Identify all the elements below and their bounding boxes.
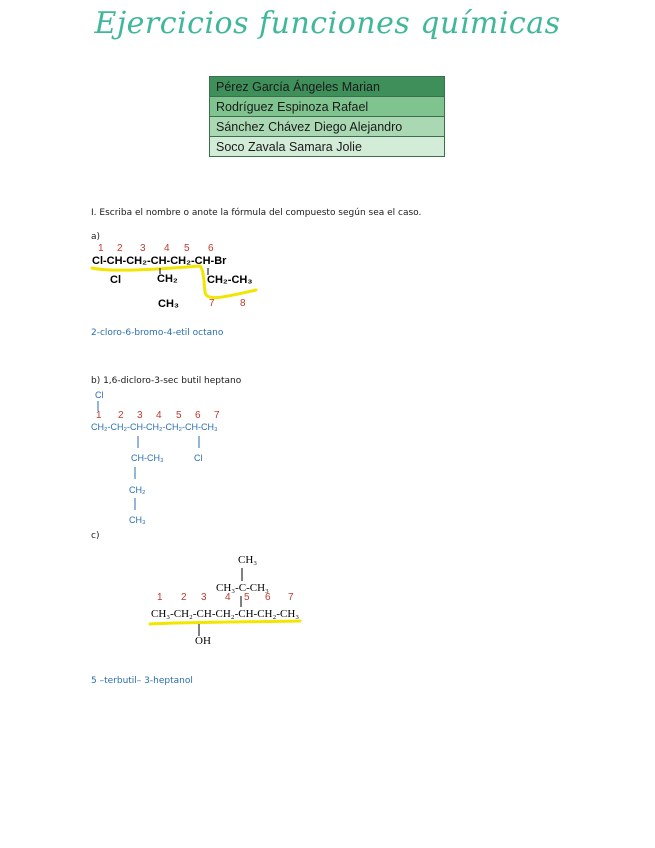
b-cl-top: Cl — [95, 390, 104, 400]
team-member: Pérez García Ángeles Marian — [210, 77, 445, 97]
a-label: a) — [91, 232, 101, 242]
a-number: 5 — [184, 243, 190, 254]
b-cl-side: Cl — [194, 453, 203, 463]
a-answer: 2-cloro-6-bromo-4-etil octano — [91, 328, 224, 338]
a-number: 3 — [140, 243, 146, 254]
team-member: Sánchez Chávez Diego Alejandro — [210, 117, 445, 137]
c-tertbutyl-center: CH₃-C-CH₃ — [216, 582, 269, 594]
instruction: I. Escriba el nombre o anote la fórmula del compuesto según sea el caso. — [91, 208, 422, 218]
c-number: 7 — [288, 592, 294, 603]
b-ch-branch: CH-CH₃ — [131, 453, 164, 463]
c-highlight-stroke — [150, 621, 300, 624]
team-member: Soco Zavala Samara Jolie — [210, 137, 445, 157]
team-member: Rodríguez Espinoza Rafael — [210, 97, 445, 117]
c-answer: 5 –terbutil– 3-heptanol — [91, 676, 193, 686]
c-number: 3 — [201, 592, 207, 603]
b-ch3-branch: CH₃ — [129, 515, 146, 525]
b-number: 1 — [96, 410, 102, 421]
c-number: 4 — [225, 592, 231, 603]
a-number: 2 — [117, 243, 123, 254]
b-number: 5 — [176, 410, 182, 421]
b-label: b) 1,6-dicloro-3-sec butil heptano — [91, 376, 242, 386]
a-highlight-stroke — [92, 266, 256, 298]
a-number: 8 — [240, 298, 246, 309]
c-top-ch3: CH₃ — [238, 554, 258, 566]
a-ethyl-branch: CH₂-CH₃ — [207, 274, 253, 286]
b-ch2-branch: CH₂ — [129, 485, 146, 495]
b-number: 7 — [214, 410, 220, 421]
a-main-chain: Cl-CH-CH₂-CH-CH₂-CH-Br — [92, 255, 227, 267]
c-number: 6 — [265, 592, 271, 603]
c-number: 2 — [181, 592, 187, 603]
b-number: 6 — [195, 410, 201, 421]
c-number: 1 — [157, 592, 163, 603]
a-number: 4 — [164, 243, 170, 254]
a-ch3-substituent: CH₃ — [158, 298, 179, 310]
b-number: 3 — [137, 410, 143, 421]
a-number: 7 — [209, 298, 215, 309]
a-cl-substituent: Cl — [110, 274, 121, 286]
c-main-chain: CH₃-CH₂-CH-CH₂-CH-CH₂-CH₃ — [151, 608, 300, 620]
a-ch2-substituent: CH₂ — [157, 273, 178, 285]
c-label: c) — [91, 531, 100, 541]
a-number: 1 — [98, 243, 104, 254]
b-main-chain: CH₂-CH₂-CH-CH₂-CH₂-CH-CH₃ — [91, 422, 218, 432]
b-number: 4 — [156, 410, 162, 421]
b-number: 2 — [118, 410, 124, 421]
c-number: 5 — [244, 592, 250, 603]
a-number: 6 — [208, 243, 214, 254]
page-title: Ejercicios funciones químicas — [94, 6, 561, 41]
c-oh-group: OH — [195, 635, 211, 647]
